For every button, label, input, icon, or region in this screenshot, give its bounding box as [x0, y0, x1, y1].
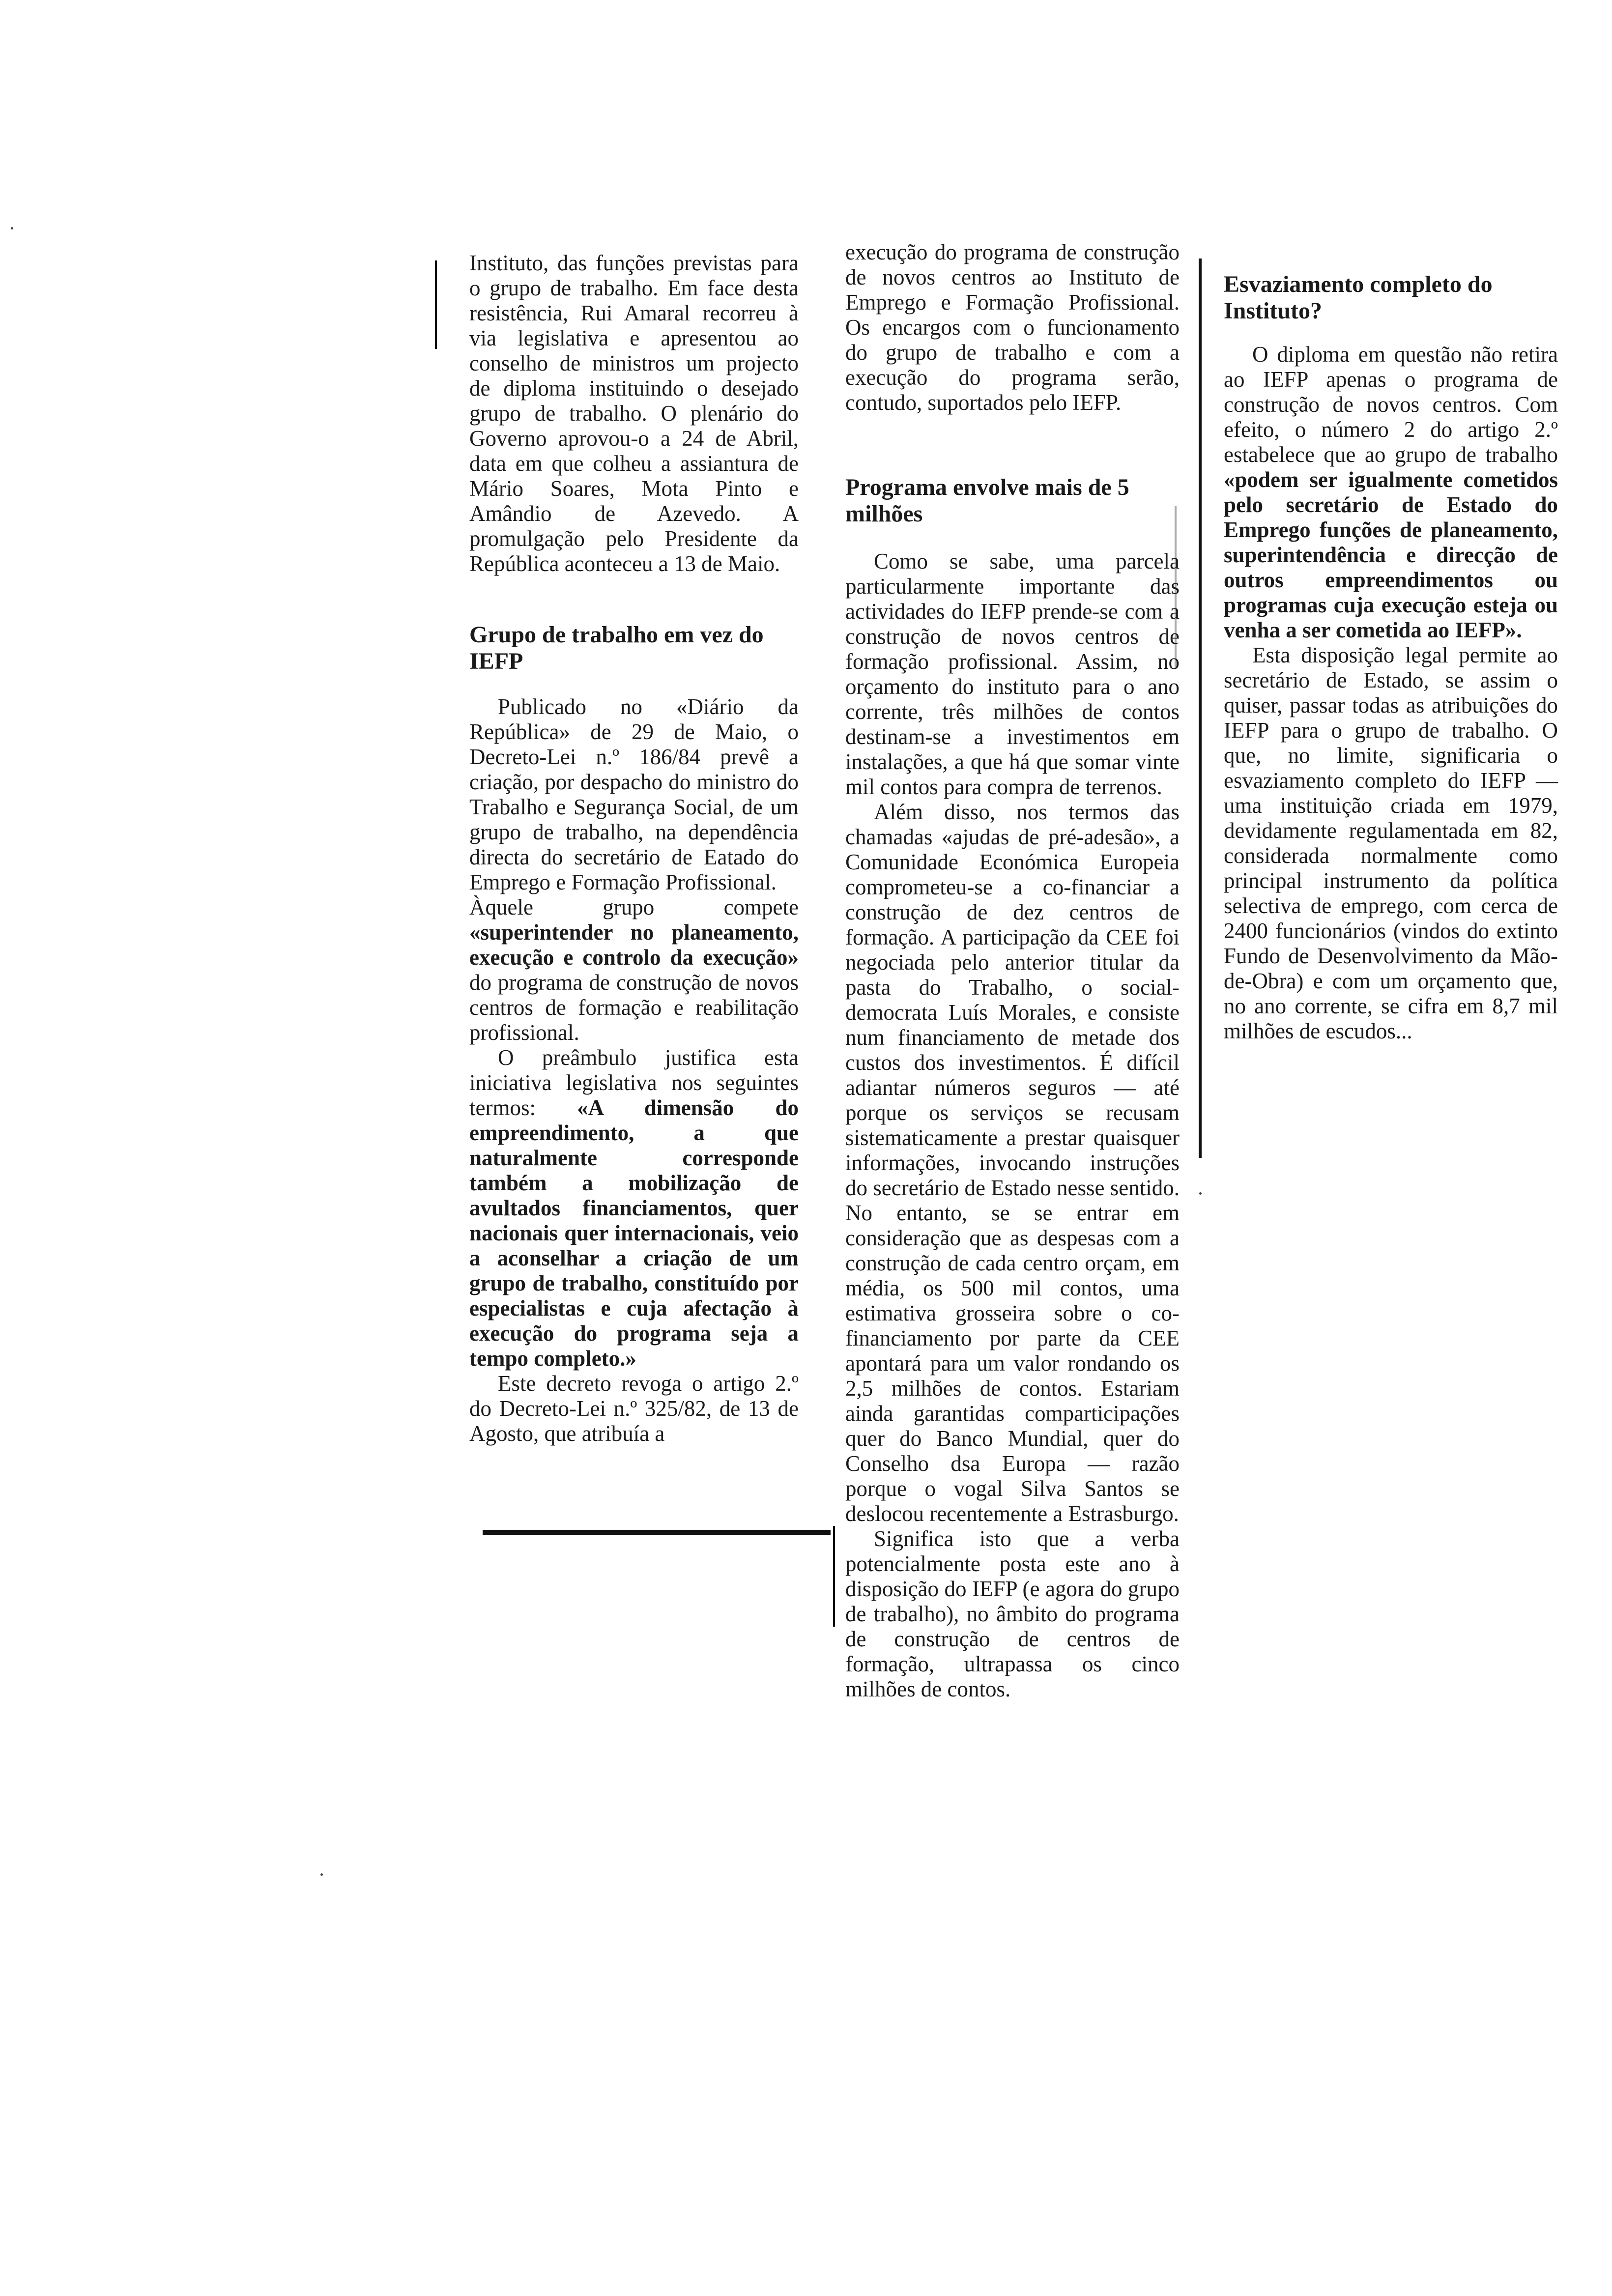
article-end-rule [483, 1530, 831, 1535]
paragraph: Instituto, das funções previstas para o grupo de trabalho. Em face desta resistência, Rui Amaral recorreu à via legislativa e apresentou ao conselho de ministros um projecto de diploma instituindo o desejado grupo de trabalho. O plenário do Governo aprovou-o a 24 de Abril, data em que colheu a assiantura de Mário Soares, Mota Pinto e Amândio de Azevedo. A promulgação pelo Presidente da República aconteceu a 13 de Maio. [469, 251, 799, 576]
column-3 [1224, 271, 1558, 1044]
paragraph-text: Àquele grupo compete [469, 895, 799, 919]
paragraph-text: O preâmbulo justifica esta iniciativa legislativa nos seguintes termos: [469, 1045, 799, 1120]
scan-speck [1199, 1192, 1202, 1195]
column-rule-right [1199, 258, 1202, 1158]
column-rule-left [435, 260, 437, 349]
paragraph: Este decreto revoga o artigo 2.º do Decreto-Lei n.º 325/82, de 13 de Agosto, que atribuía a [469, 1371, 799, 1446]
paragraph: Como se sabe, uma parcela particularmente importante das actividades do IEFP prende-se com a construção de novos centros de formação profissional. Assim, no orçamento do instituto para o ano corrente, três milhões de contos destinam-se a investimentos em instalações, a que há que somar vinte mil contos para compra de terrenos. [845, 549, 1180, 799]
paragraph [469, 895, 799, 1045]
bold-quote: «superintender no planeamento, execução e controlo da execução» [469, 920, 799, 970]
paragraph: Publicado no «Diário da República» de 29 de Maio, o Decreto-Lei n.º 186/84 prevê a criação, por despacho do ministro do Trabalho e Segurança Social, de um grupo de trabalho, na dependência directa do secretário de Eatado do Emprego e Formação Profissional. [469, 694, 799, 894]
section-heading: Esvaziamento completo do Instituto? [1224, 271, 1493, 324]
bold-quote: «A dimensão do empreendimento, a que naturalmente corresponde também a mobilização de avultados financiamentos, quer nacionais quer internacionais, veio a aconselhar a criação de um grupo de trabalho, constituído por especialistas e cuja afectação à execução do programa seja a tempo completo.» [469, 1095, 799, 1371]
paragraph: Além disso, nos termos das chamadas «ajudas de pré-adesão», a Comunidade Económica Europeia comprometeu-se a co-financiar a construção de dez centros de formação. A participação da CEE foi negociada pelo anterior titular da pasta do Trabalho, o social-democrata Luís Morales, e consiste num financiamento de metade dos custos dos investimentos. É difícil adiantar números seguros — até porque os serviços se recusam sistematicamente a prestar quaisquer informações, invocando instruções do secretário de Estado nesse sentido. No entanto, se se entrar em consideração que as despesas com a construção de cada centro orçam, em média, os 500 mil contos, uma estimativa grosseira sobre o co-financiamento por parte da CEE apontará para um valor rondando os 2,5 milhões de contos. Estariam ainda garantidas comparticipações quer do Banco Mundial, quer do Conselho dsa Europa — razão porque o vogal Silva Santos se deslocou recentemente a Estrasburgo. [845, 800, 1180, 1526]
paragraph-text: do programa de construção de novos centros de formação e reabilitação profissional. [469, 970, 799, 1045]
paragraph [469, 1045, 799, 1371]
column-rule-middle-low [833, 1526, 835, 1627]
column-1 [469, 251, 799, 1446]
bold-quote: «podem ser igualmente cometidos pelo secretário de Estado do Emprego funções de planeamento, superintendência e direcção de outros empreendimentos ou programas cuja execução esteja ou venha a ser cometida ao IEFP». [1224, 467, 1558, 642]
section-heading: Programa envolve mais de 5 milhões [845, 474, 1129, 527]
scan-speck [320, 1873, 323, 1876]
paragraph [1224, 342, 1558, 643]
scan-speck [11, 227, 13, 230]
paragraph: execução do programa de construção de novos centros ao Instituto de Emprego e Formação Profissional. Os encargos com o funcionamento do grupo de trabalho e com a execução do programa serão, contudo, suportados pelo IEFP. [845, 240, 1180, 415]
section-heading: Grupo de trabalho em vez do IEFP [469, 622, 764, 674]
paragraph: Significa isto que a verba potencialmente posta este ano à disposição do IEFP (e agora do grupo de trabalho), no âmbito do programa de construção de centros de formação, ultrapassa os cinco milhões de contos. [845, 1526, 1180, 1701]
column-2 [845, 240, 1180, 1702]
paragraph-text: O diploma em questão não retira ao IEFP apenas o programa de construção de novos centros. Com efeito, o número 2 do artigo 2.º estabelece que ao grupo de trabalho [1224, 342, 1558, 467]
paragraph: Esta disposição legal permite ao secretário de Estado, se assim o quiser, passar todas as atribuições do IEFP para o grupo de trabalho. O que, no limite, significaria o esvaziamento completo do IEFP — uma instituição criada em 1979, devidamente regulamentada em 82, considerada normalmente como principal instrumento da política selectiva de emprego, com cerca de 2400 funcionários (vindos do extinto Fundo de Desenvolvimento da Mão-de-Obra) e com um orçamento que, no ano corrente, se cifra em 8,7 mil milhões de escudos... [1224, 643, 1558, 1043]
